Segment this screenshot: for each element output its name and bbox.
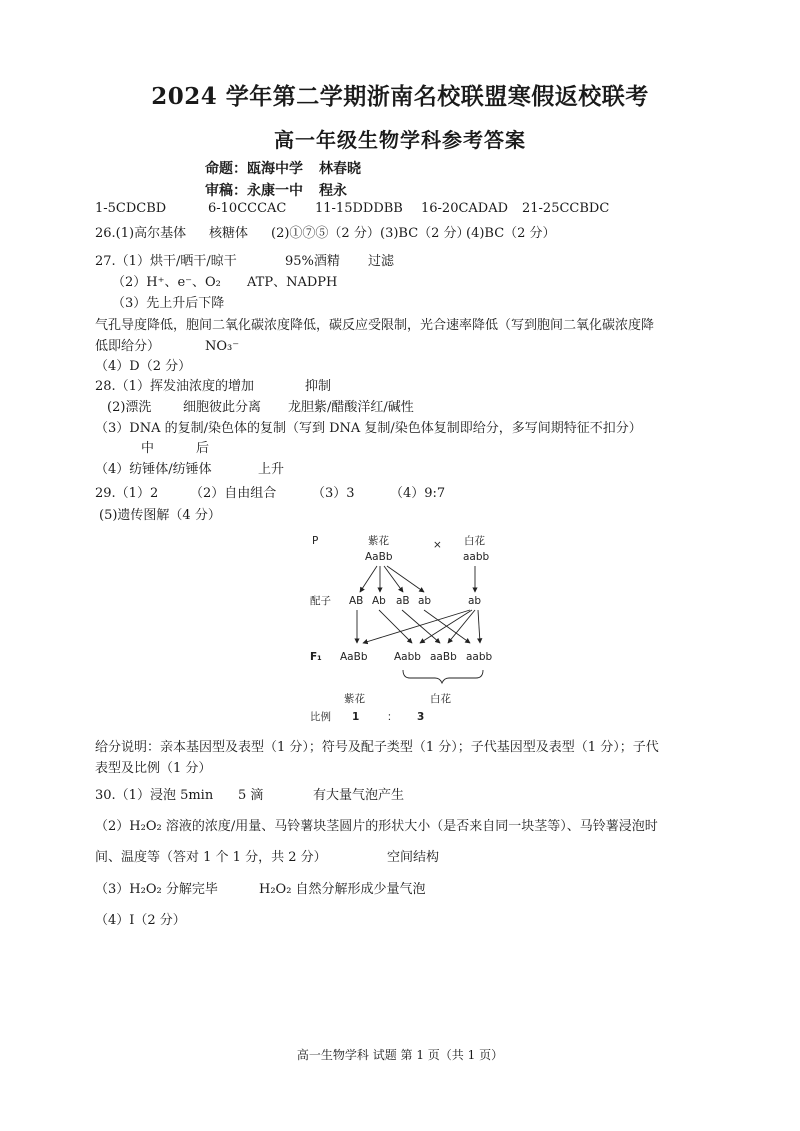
q26-part2: (2)①⑦⑤（2 分） (271, 226, 380, 241)
q27-line6: （4）D（2 分） (95, 359, 192, 374)
q29-line1d: （4）9:7 (390, 486, 446, 501)
parent2-genotype: aabb (463, 551, 490, 563)
arrow-aB-to-aaBb (402, 610, 440, 643)
q27-line5a: 低即给分） (95, 339, 161, 354)
choice-answer: 21-25CCBDC (522, 201, 610, 216)
q28-line4a: 中 (141, 441, 155, 456)
ratio-purple: 1 (352, 711, 360, 723)
arrow-p2ab-to-aaBb (448, 610, 475, 643)
q27-line1c: 过滤 (368, 254, 395, 269)
reviewer-label: 审稿： (205, 183, 247, 199)
q28-line1b: 抑制 (305, 379, 332, 394)
author-name: 林春晓 (319, 161, 361, 177)
q30-line5: （4）I（2 分） (95, 913, 186, 928)
gamete-aB: aB (396, 595, 410, 607)
q30-line4a: （3）H₂O₂ 分解完毕 (95, 882, 218, 897)
choice-answer: 6-10CCCAC (208, 201, 287, 216)
q29-scoring-note-2: 表型及比例（1 分） (95, 761, 212, 776)
q30-line4b: H₂O₂ 自然分解形成少量气泡 (259, 882, 426, 897)
q30-line1c: 有大量气泡产生 (313, 788, 405, 803)
page-subtitle: 高一年级生物学科参考答案 (274, 128, 526, 152)
ratio-white: 3 (417, 711, 425, 723)
white-flower-bracket (403, 670, 483, 683)
gamete-ab: ab (418, 595, 432, 607)
q28-line2a: (2)漂洗 (107, 400, 152, 415)
parent1-genotype: AaBb (365, 551, 393, 563)
q27-line2a: （2）H⁺、e⁻、O₂ (112, 275, 221, 290)
q30-line3a: 间、温度等（答对 1 个 1 分，共 2 分） (95, 850, 327, 865)
choice-answer: 1-5CDCBD (95, 201, 167, 216)
page-footer: 高一生物学科 试题 第 1 页（共 1 页） (296, 1048, 504, 1062)
q28-line2c: 龙胆紫/醋酸洋红/碱性 (288, 400, 414, 415)
arrow-parent1-to-AB (360, 566, 377, 592)
parent1-phenotype: 紫花 (368, 535, 389, 547)
q30-line1a: 30.（1）浸泡 5min (95, 788, 214, 803)
q27-line1a: 27.（1）烘干/晒干/晾干 (95, 254, 237, 269)
gamete-AB: AB (349, 595, 364, 607)
author-line-2 (205, 180, 347, 200)
q29-line1b: （2）自由组合 (190, 486, 277, 501)
q29-scoring-note-1: 给分说明：亲本基因型及表型（1 分）；符号及配子类型（1 分）；子代基因型及表型（1 分）；子代 (95, 740, 659, 755)
q29-line1c: （3）3 (312, 486, 355, 501)
reviewer-org: 永康一中 (247, 183, 303, 199)
choice-answer: 16-20CADAD (421, 201, 509, 216)
gamete-label: 配子 (310, 595, 331, 607)
arrow-p2ab-to-AaBb (363, 610, 470, 643)
arrow-ab-to-aabb (424, 610, 470, 643)
q27-line3: （3）先上升后下降 (112, 296, 225, 311)
q30-line1b: 5 滴 (238, 788, 264, 803)
author-label: 命题： (205, 161, 247, 177)
offspring-Aabb: Aabb (394, 651, 421, 663)
phenotype-white: 白花 (430, 693, 451, 705)
q30-line2: （2）H₂O₂ 溶液的浓度/用量、马铃薯块茎圆片的形状大小（是否来自同一块茎等）、马铃薯浸泡时 (95, 819, 658, 834)
arrow-p2ab-to-Aabb (420, 610, 472, 643)
ratio-label: 比例 (310, 711, 331, 723)
cross-symbol: × (433, 539, 442, 551)
reviewer-name: 程永 (319, 183, 347, 199)
q26-part4: (4)BC（2 分） (466, 226, 556, 241)
offspring-AaBb: AaBb (340, 651, 368, 663)
q27-line5b: NO₃⁻ (205, 339, 240, 354)
q26-part1b: 核糖体 (209, 226, 249, 241)
arrow-parent1-to-ab (387, 566, 424, 592)
q27-line1b: 95%酒精 (285, 254, 340, 269)
phenotype-purple: 紫花 (344, 693, 365, 705)
page-title: 2024 学年第二学期浙南名校联盟寒假返校联考 (151, 83, 649, 110)
p-label: P (312, 535, 319, 547)
q28-line2b: 细胞彼此分离 (183, 400, 262, 415)
q30-line3b: 空间结构 (387, 850, 440, 865)
q28-line3: （3）DNA 的复制/染色体的复制（写到 DNA 复制/染色体复制即给分，多写间期特征不扣分） (95, 421, 642, 436)
arrow-p2ab-to-aabb (478, 610, 480, 643)
q28-line5a: （4）纺锤体/纺锤体 (95, 462, 212, 477)
q28-line4b: 后 (196, 441, 210, 456)
q28-line1a: 28.（1）挥发油浓度的增加 (95, 379, 254, 394)
f1-label: F₁ (310, 651, 322, 663)
parent2-phenotype: 白花 (464, 535, 485, 547)
q26-part1: 26.(1)高尔基体 (95, 226, 187, 241)
gamete-parent2-ab: ab (468, 595, 482, 607)
q29-line2: (5)遗传图解（4 分） (99, 508, 221, 523)
offspring-aaBb: aaBb (430, 651, 457, 663)
author-org: 瓯海中学 (247, 161, 303, 177)
q27-line4: 气孔导度降低，胞间二氧化碳浓度降低，碳反应受限制，光合速率降低（写到胞间二氧化碳浓度降 (95, 318, 655, 333)
gamete-Ab: Ab (372, 595, 386, 607)
ratio-separator: ： (387, 711, 398, 723)
arrow-parent1-to-aB (384, 566, 403, 592)
q28-line5b: 上升 (258, 462, 285, 477)
q26-part3: (3)BC（2 分） (380, 226, 470, 241)
author-line-1 (205, 158, 361, 178)
q27-line2b: ATP、NADPH (247, 275, 338, 290)
choice-answer: 11-15DDDBB (315, 201, 403, 216)
q29-line1a: 29.（1）2 (95, 486, 159, 501)
genetic-cross-diagram (300, 530, 520, 730)
offspring-aabb: aabb (466, 651, 493, 663)
